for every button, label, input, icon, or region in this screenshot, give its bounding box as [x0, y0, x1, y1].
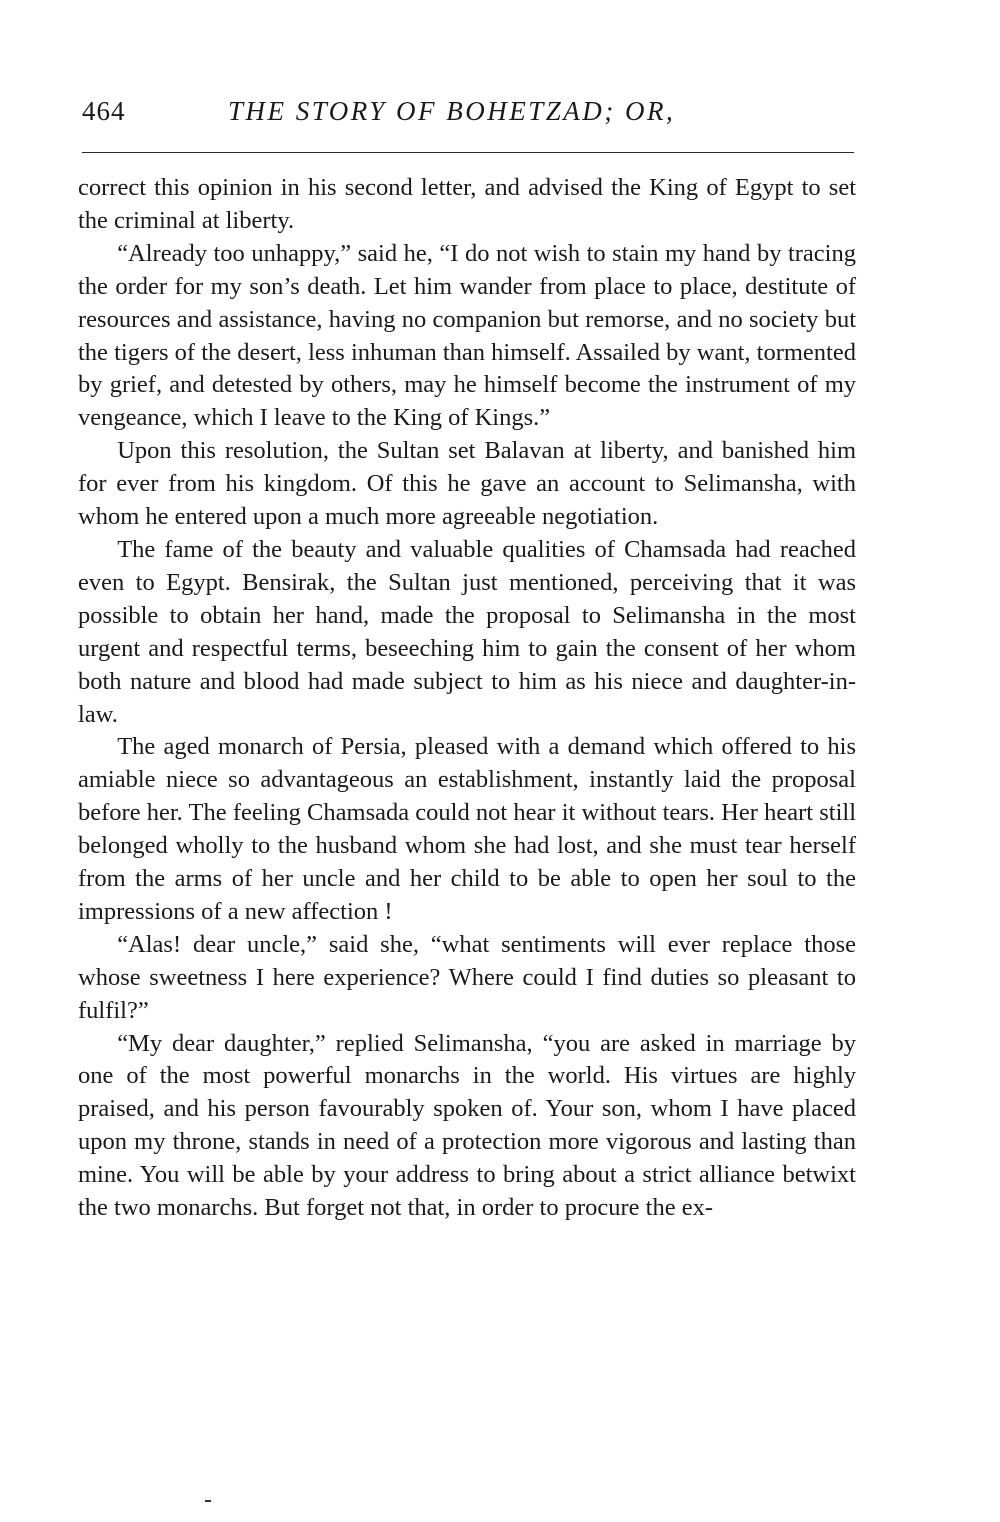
paragraph: Upon this resolution, the Sultan set Balavan at liberty, and banished him for ever from his kingdom. Of this he gave an account to Selimansha, with whom he entered upon a much more agreeable negotiation.	[78, 437, 856, 531]
paragraph: The fame of the beauty and valuable qualities of Chamsada had reached even to Egypt. Bensirak, the Sultan just mentioned, perceiving that it was possible to obtain her hand, made the proposal to Selimansha in the most urgent and respectful terms, beseeching him to gain the consent of her whom both nature and blood had made subject to him as his niece and daughter-in-law.	[78, 535, 856, 728]
print-speck	[205, 1500, 211, 1502]
running-head: THE STORY OF BOHETZAD; OR,	[228, 96, 676, 126]
page-header	[80, 96, 855, 136]
page-number: 464	[82, 96, 126, 126]
paragraph: “My dear daughter,” replied Selimansha, “you are asked in marriage by one of the most powerful monarchs in the world. His virtues are highly praised, and his person favourably spoken of. Your son, whom I have placed upon my throne, stands in need of a protection more vigorous and lasting than mine. You will be able by your address to bring about a strict alliance betwixt the two monarchs. But forget not that, in order to procure the ex-	[78, 1029, 856, 1222]
paragraph: The aged monarch of Persia, pleased with a demand which offered to his amiable niece so advantageous an establishment, instantly laid the proposal before her. The feeling Chamsada could not hear it without tears. Her heart still belonged wholly to the husband whom she had lost, and she must tear herself from the arms of her uncle and her child to be able to open her soul to the impressions of a new affection !	[78, 733, 856, 925]
paragraph: “Alas! dear uncle,” said she, “what sentiments will ever replace those whose sweetness I here experience? Where could I find duties so pleasant to fulfil?”	[78, 930, 856, 1024]
paragraph: “Already too unhappy,” said he, “I do not wish to stain my hand by tracing the order for my son’s death. Let him wander from place to place, destitute of resources and assistance, having no companion but remorse, and no society but the tigers of the desert, less inhuman than himself. Assailed by want, tormented by grief, and detested by others, may he himself become the instrument of my vengeance, which I leave to the King of Kings.”	[78, 239, 856, 432]
paragraph: correct this opinion in his second letter, and advised the King of Egypt to set the criminal at liberty.	[78, 174, 856, 234]
header-rule	[82, 152, 854, 153]
body-text	[78, 172, 856, 1225]
